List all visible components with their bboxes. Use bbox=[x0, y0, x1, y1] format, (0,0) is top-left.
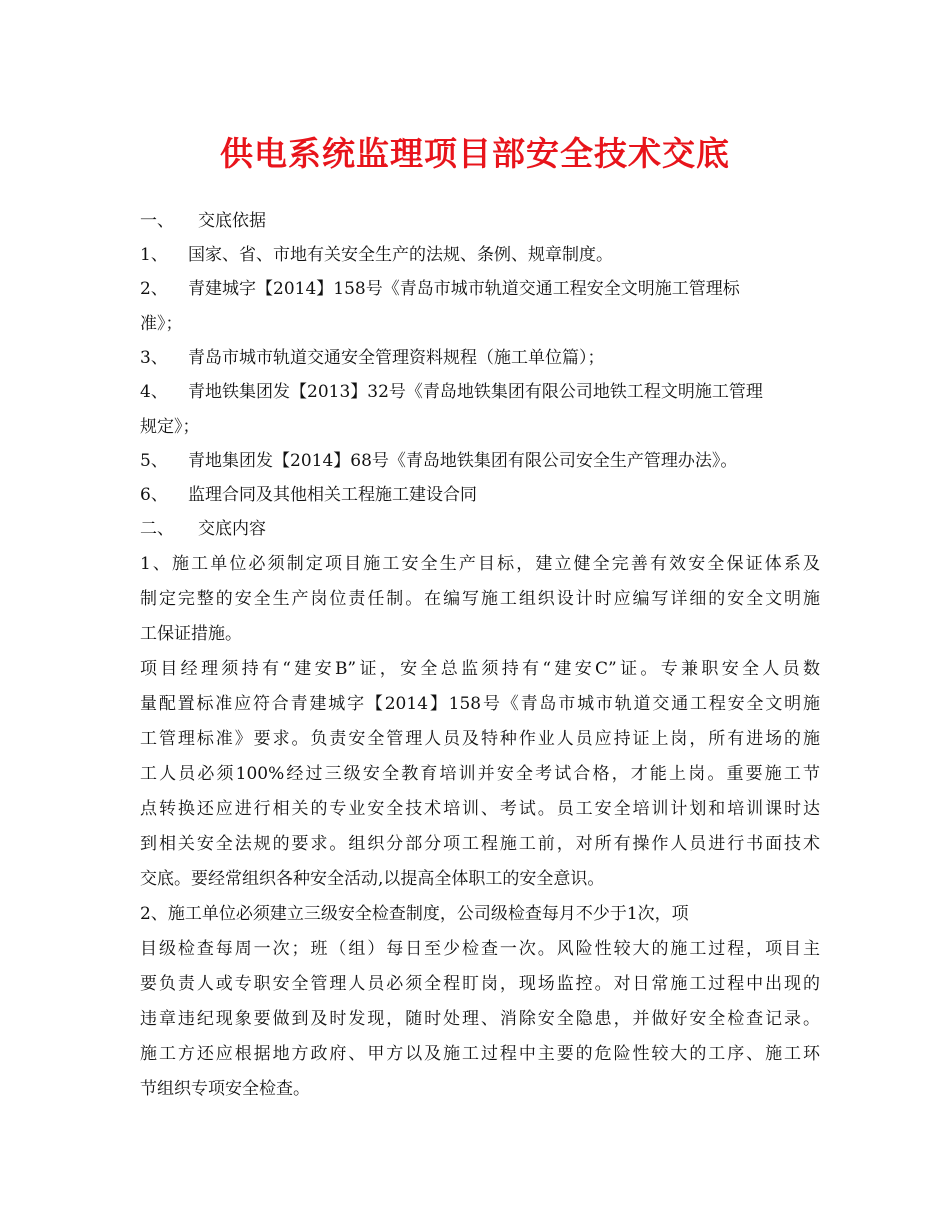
item-number: 4、 bbox=[140, 382, 168, 402]
section-title: 交底内容 bbox=[198, 519, 266, 539]
item-text: 监理合同及其他相关工程施工建设合同 bbox=[188, 485, 477, 505]
item-text: 青地集团发【2014】68号《青岛地铁集团有限公司安全生产管理办法》。 bbox=[188, 451, 738, 471]
basis-item-2 bbox=[140, 278, 820, 300]
body-line: 违章违纪现象要做到及时发现，随时处理、消除安全隐患，并做好安全检查记录。 bbox=[140, 1009, 820, 1029]
body-line: 工保证措施。 bbox=[140, 624, 242, 644]
basis-item-1 bbox=[140, 244, 820, 266]
item-number: 5、 bbox=[140, 451, 168, 471]
body-line: 2、施工单位必须建立三级安全检查制度，公司级检查每月不少于1次，项 bbox=[140, 904, 689, 924]
body-line: 到相关安全法规的要求。组织分部分项工程施工前，对所有操作人员进行书面技术 bbox=[140, 834, 820, 854]
body-line: 工管理标准》要求。负责安全管理人员及特种作业人员应持证上岗，所有进场的施 bbox=[140, 729, 820, 749]
body-line: 要负责人或专职安全管理人员必须全程盯岗，现场监控。对日常施工过程中出现的 bbox=[140, 974, 820, 994]
section-title: 交底依据 bbox=[198, 211, 266, 231]
basis-item-2-continued: 准》； bbox=[140, 314, 183, 334]
section-2-heading bbox=[140, 518, 820, 540]
basis-item-5 bbox=[140, 450, 820, 472]
body-line: 项目经理须持有“建安B”证，安全总监须持有“建安C”证。专兼职安全人员数 bbox=[140, 659, 820, 679]
section-number: 二、 bbox=[140, 519, 174, 539]
item-number: 2、 bbox=[140, 279, 168, 299]
body-line: 施工方还应根据地方政府、甲方以及施工过程中主要的危险性较大的工序、施工环 bbox=[140, 1044, 820, 1064]
body-line: 制定完整的安全生产岗位责任制。在编写施工组织设计时应编写详细的安全文明施 bbox=[140, 589, 820, 609]
body-line: 工人员必须100%经过三级安全教育培训并安全考试合格，才能上岗。重要施工节 bbox=[140, 764, 820, 784]
basis-item-3 bbox=[140, 347, 820, 369]
body-line: 1、施工单位必须制定项目施工安全生产目标，建立健全完善有效安全保证体系及 bbox=[140, 554, 820, 574]
item-number: 6、 bbox=[140, 485, 168, 505]
item-text: 国家、省、市地有关安全生产的法规、条例、规章制度。 bbox=[188, 245, 613, 265]
section-1-heading bbox=[140, 210, 820, 232]
body-line: 目级检查每周一次；班（组）每日至少检查一次。风险性较大的施工过程，项目主 bbox=[140, 939, 820, 959]
item-number: 1、 bbox=[140, 245, 168, 265]
basis-item-4-continued: 规定》； bbox=[140, 417, 200, 437]
basis-item-4 bbox=[140, 381, 820, 403]
basis-item-6 bbox=[140, 484, 820, 506]
section-number: 一、 bbox=[140, 211, 174, 231]
body-line: 量配置标准应符合青建城字【2014】158号《青岛市城市轨道交通工程安全文明施 bbox=[140, 694, 820, 714]
item-text: 青地铁集团发【2013】32号《青岛地铁集团有限公司地铁工程文明施工管理 bbox=[188, 382, 763, 402]
item-text: 青建城字【2014】158号《青岛市城市轨道交通工程安全文明施工管理标 bbox=[188, 279, 740, 299]
document-title: 供电系统监理项目部安全技术交底 bbox=[220, 134, 730, 173]
item-number: 3、 bbox=[140, 348, 168, 368]
body-line: 交底。要经常组织各种安全活动,以提高全体职工的安全意识。 bbox=[140, 869, 605, 889]
item-text: 青岛市城市轨道交通安全管理资料规程（施工单位篇）； bbox=[188, 348, 605, 368]
body-line: 点转换还应进行相关的专业安全技术培训、考试。员工安全培训计划和培训课时达 bbox=[140, 799, 820, 819]
body-line: 节组织专项安全检查。 bbox=[140, 1079, 310, 1099]
